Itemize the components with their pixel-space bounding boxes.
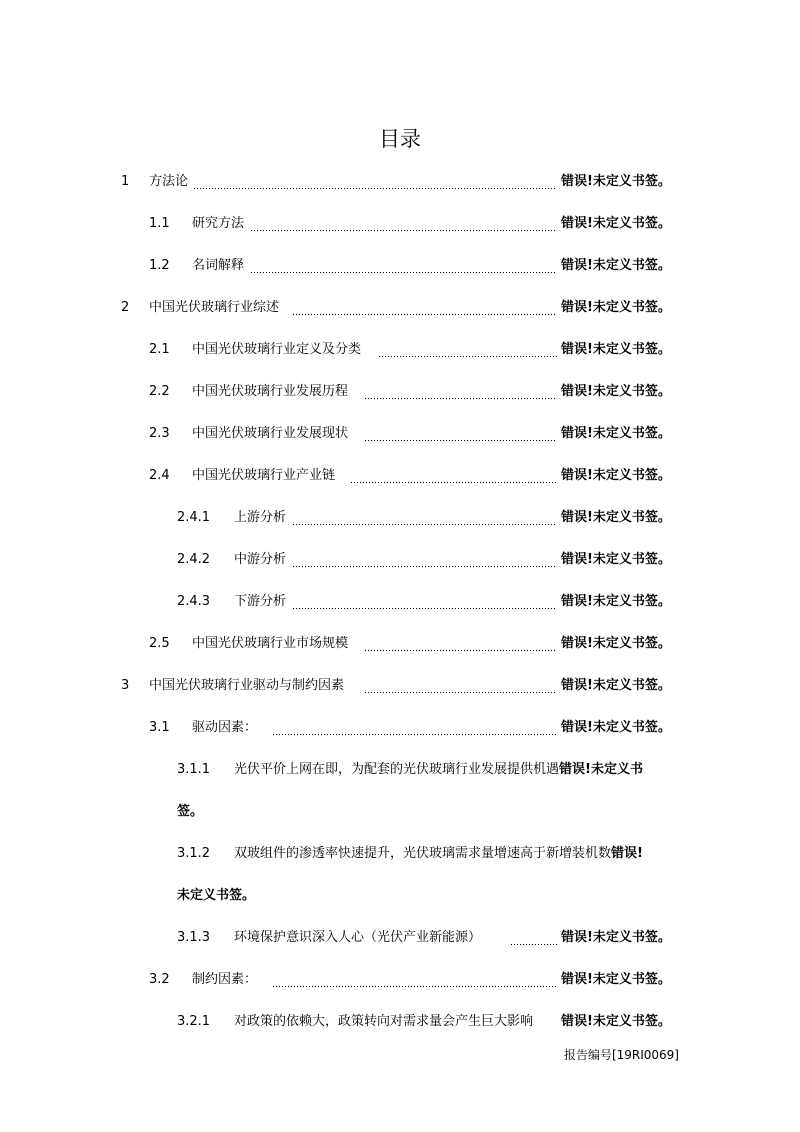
toc-number: 1.1 (149, 216, 170, 231)
toc-title: 驱动因素： (192, 720, 258, 735)
toc-number: 1 (121, 174, 130, 189)
toc-entry[interactable] (0, 380, 800, 404)
dot-leader (510, 926, 557, 950)
toc-number: 3.2 (149, 972, 170, 987)
toc-entry-continuation (0, 800, 800, 824)
toc-page-ref: 错误! (611, 846, 643, 861)
toc-page-ref: 错误!未定义书签。 (561, 678, 671, 693)
toc-entry[interactable] (0, 674, 800, 698)
toc-page-ref: 错误!未定义书签。 (561, 972, 671, 987)
toc-entry-continuation (0, 884, 800, 908)
toc-number: 2.4 (149, 468, 170, 483)
toc-entry[interactable] (0, 422, 800, 446)
toc-number: 1.2 (149, 258, 170, 273)
toc-number: 2.3 (149, 426, 170, 441)
toc-title: 研究方法 (192, 216, 245, 231)
toc-entry[interactable] (0, 1010, 800, 1034)
toc-title: 中国光伏玻璃行业驱动与制约因素 (149, 678, 345, 693)
toc-title: 中国光伏玻璃行业定义及分类 (192, 342, 362, 357)
toc-number: 2.2 (149, 384, 170, 399)
toc-title: 环境保护意识深入人心（光伏产业新能源） (234, 930, 482, 945)
report-code: 报告编号[19RI0069] (563, 1048, 679, 1062)
dot-leader (364, 422, 557, 446)
toc-entry[interactable] (0, 632, 800, 656)
toc-page-ref: 错误!未定义书签。 (561, 1014, 671, 1029)
toc-number: 2.4.2 (177, 552, 211, 567)
toc-entry[interactable] (0, 170, 800, 194)
toc-title: 中国光伏玻璃行业发展现状 (192, 426, 349, 441)
toc-number: 2.1 (149, 342, 170, 357)
toc-number: 3.1.1 (177, 762, 211, 777)
dot-leader (364, 674, 557, 698)
toc-page-ref: 错误!未定义书签。 (561, 426, 671, 441)
dot-leader (292, 590, 557, 614)
toc-page-ref: 错误!未定义书签。 (561, 258, 671, 273)
toc-page-ref-continuation: 未定义书签。 (177, 888, 256, 903)
toc-number: 3 (121, 678, 130, 693)
toc-number: 2.4.1 (177, 510, 211, 525)
dot-leader (350, 464, 557, 488)
toc-title-line (234, 842, 643, 866)
dot-leader (292, 548, 557, 572)
toc-entry[interactable] (0, 926, 800, 950)
toc-entry[interactable] (0, 548, 800, 572)
toc-entry[interactable] (0, 506, 800, 530)
toc-entry[interactable] (0, 212, 800, 236)
toc-entry[interactable] (0, 464, 800, 488)
dot-leader (378, 338, 557, 362)
toc-number: 2.5 (149, 636, 170, 651)
toc-number: 2 (121, 300, 130, 315)
toc-page-ref: 错误!未定义书签。 (561, 552, 671, 567)
toc-page-ref: 错误!未定义书签。 (561, 384, 671, 399)
toc-entry[interactable] (0, 254, 800, 278)
toc-title: 中国光伏玻璃行业发展历程 (192, 384, 349, 399)
toc-title: 中国光伏玻璃行业综述 (149, 300, 280, 315)
toc-title: 双玻组件的渗透率快速提升，光伏玻璃需求量增速高于新增装机数 (234, 846, 612, 861)
toc-title-line (234, 758, 643, 782)
toc-title: 制约因素： (192, 972, 258, 987)
dot-leader (272, 716, 557, 740)
toc-page-ref: 错误!未定义书签。 (561, 216, 671, 231)
toc-title: 中国光伏玻璃行业产业链 (192, 468, 336, 483)
toc-title: 上游分析 (234, 510, 287, 525)
toc-title: 中游分析 (234, 552, 287, 567)
toc-number: 3.1 (149, 720, 170, 735)
toc-number: 3.1.3 (177, 930, 211, 945)
toc-number: 3.2.1 (177, 1014, 211, 1029)
dot-leader (250, 254, 557, 278)
toc-page-ref: 错误!未定义书签。 (561, 174, 671, 189)
toc-page-ref: 错误!未定义书签。 (561, 930, 671, 945)
toc-entry[interactable] (0, 968, 800, 992)
dot-leader (364, 632, 557, 656)
toc-page-ref: 错误!未定义书签。 (561, 636, 671, 651)
toc-title: 中国光伏玻璃行业市场规模 (192, 636, 349, 651)
dot-leader (292, 506, 557, 530)
toc-number: 3.1.2 (177, 846, 211, 861)
toc-entry[interactable] (0, 716, 800, 740)
dot-leader (364, 380, 557, 404)
toc-entry[interactable] (0, 338, 800, 362)
page-title: 目录 (379, 127, 421, 151)
toc-entry[interactable] (0, 296, 800, 320)
dot-leader (292, 296, 557, 320)
toc-page-ref: 错误!未定义书 (559, 762, 643, 777)
toc-page-ref: 错误!未定义书签。 (561, 300, 671, 315)
dot-leader (193, 170, 557, 194)
toc-page-ref: 错误!未定义书签。 (561, 594, 671, 609)
toc-title: 下游分析 (234, 594, 287, 609)
toc-page-ref: 错误!未定义书签。 (561, 510, 671, 525)
toc-title: 方法论 (149, 174, 189, 189)
toc-title: 光伏平价上网在即，为配套的光伏玻璃行业发展提供机遇 (234, 762, 560, 777)
toc-page-ref: 错误!未定义书签。 (561, 342, 671, 357)
toc-entry[interactable] (0, 590, 800, 614)
toc-page-ref: 错误!未定义书签。 (561, 468, 671, 483)
toc-number: 2.4.3 (177, 594, 211, 609)
dot-leader (272, 968, 557, 992)
toc-page-ref: 错误!未定义书签。 (561, 720, 671, 735)
toc-page-ref-continuation: 签。 (177, 804, 204, 819)
toc-entry[interactable] (0, 758, 800, 782)
dot-leader (250, 212, 557, 236)
toc-title: 名词解释 (192, 258, 245, 273)
toc-title: 对政策的依赖大，政策转向对需求量会产生巨大影响 (234, 1014, 534, 1029)
toc-entry[interactable] (0, 842, 800, 866)
